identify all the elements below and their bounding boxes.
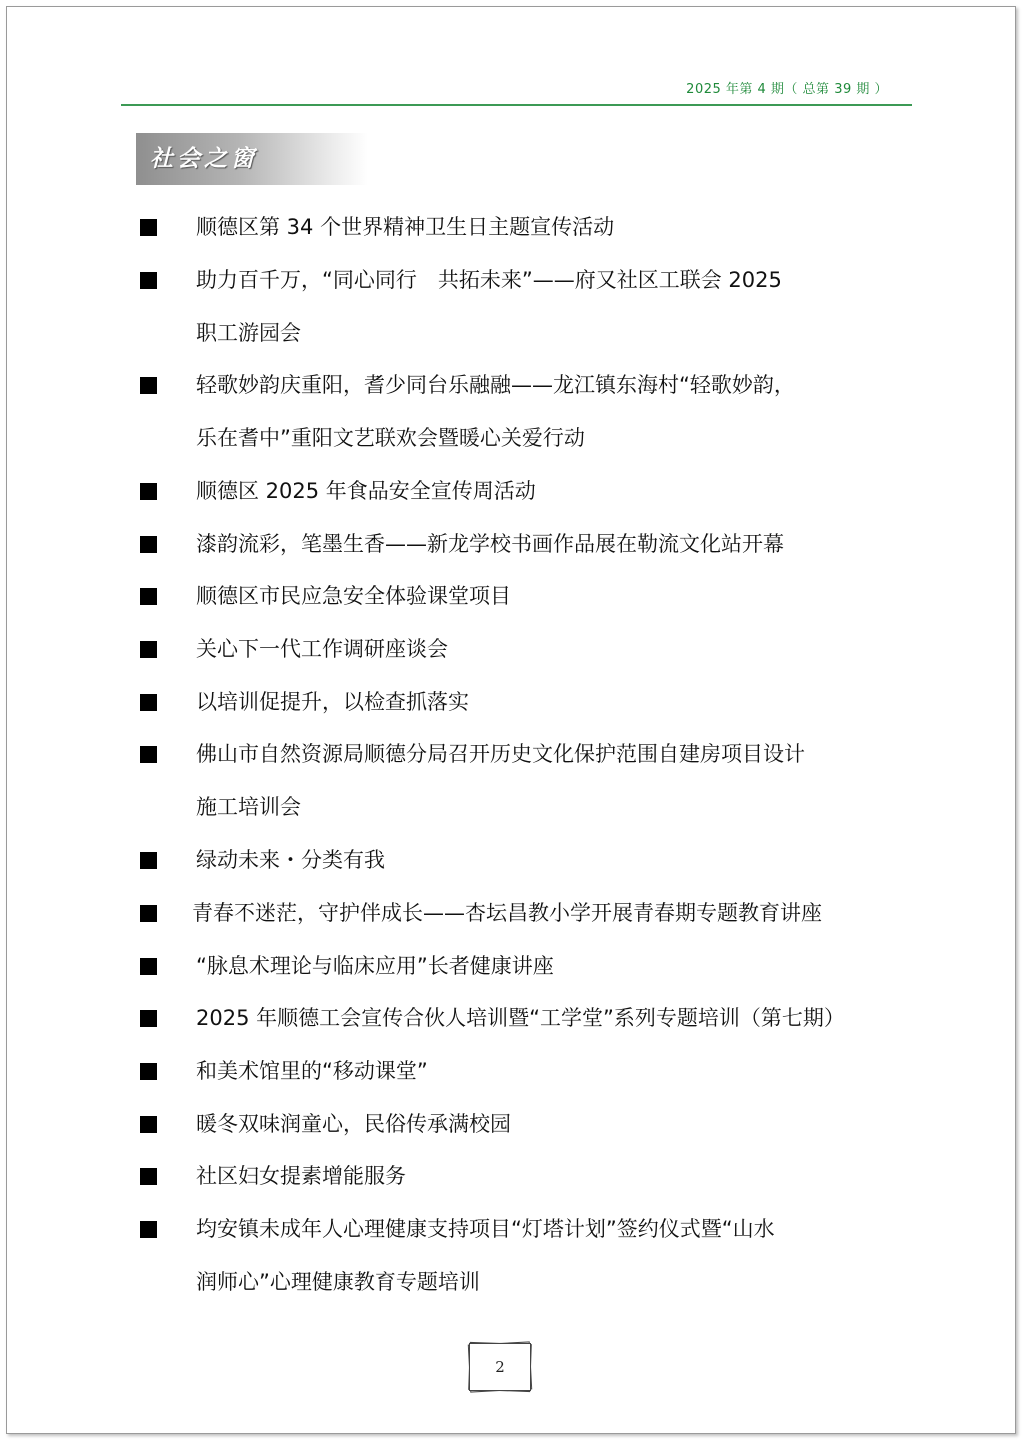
page-number-box — [469, 1343, 533, 1393]
toc-entry-text: 均安镇未成年人心理健康支持项目“灯塔计划”签约仪式暨“山水 润师心”心理健康教育专题培训 — [196, 1217, 775, 1294]
section-banner — [136, 133, 368, 185]
toc-entry-text: 顺德区 2025 年食品安全宣传周活动 — [196, 479, 536, 503]
bullet-square-icon — [140, 694, 157, 711]
section-title: 社会之窗 — [150, 146, 258, 172]
toc-entry-text: 和美术馆里的“移动课堂” — [196, 1059, 428, 1083]
bullet-square-icon — [140, 219, 157, 236]
bullet-square-icon — [140, 1063, 157, 1080]
issue-info: 2025 年第 4 期（ 总第 39 期 ） — [686, 82, 888, 97]
bullet-square-icon — [140, 746, 157, 763]
toc-entry-text: 绿动未来・分类有我 — [196, 848, 385, 872]
bullet-square-icon — [140, 483, 157, 500]
bullet-square-icon — [140, 588, 157, 605]
toc-entry-text: 顺德区第 34 个世界精神卫生日主题宣传活动 — [196, 215, 615, 239]
toc-entry-text: 助力百千万，“同心同行 共拓未来”——府又社区工联会 2025 职工游园会 — [196, 268, 782, 345]
bullet-square-icon — [140, 1010, 157, 1027]
bullet-square-icon — [140, 272, 157, 289]
bullet-square-icon — [140, 641, 157, 658]
header-rule — [121, 104, 912, 106]
toc-entry-text: 以培训促提升，以检查抓落实 — [196, 690, 469, 714]
toc-entry-text: 社区妇女提素增能服务 — [196, 1164, 406, 1188]
page-number: 2 — [495, 1358, 505, 1376]
toc-entry-text: 暖冬双味润童心，民俗传承满校园 — [196, 1112, 511, 1136]
bullet-square-icon — [140, 852, 157, 869]
toc-entry-text: 漆韵流彩，笔墨生香——新龙学校书画作品展在勒流文化站开幕 — [196, 532, 784, 556]
bullet-square-icon — [140, 905, 157, 922]
toc-entry-text: 顺德区市民应急安全体验课堂项目 — [196, 584, 511, 608]
bullet-square-icon — [140, 1221, 157, 1238]
bullet-square-icon — [140, 958, 157, 975]
toc-entry-text: 青春不迷茫，守护伴成长——杏坛昌教小学开展青春期专题教育讲座 — [192, 901, 822, 925]
bullet-square-icon — [140, 377, 157, 394]
toc-entry-text: 关心下一代工作调研座谈会 — [196, 637, 448, 661]
toc-entry-text: 佛山市自然资源局顺德分局召开历史文化保护范围自建房项目设计 施工培训会 — [196, 742, 805, 819]
bullet-square-icon — [140, 1116, 157, 1133]
toc-entry-text: 2025 年顺德工会宣传合伙人培训暨“工学堂”系列专题培训（第七期） — [196, 1006, 845, 1030]
bullet-square-icon — [140, 536, 157, 553]
bullet-square-icon — [140, 1168, 157, 1185]
toc-entry-text: “脉息术理论与临床应用”长者健康讲座 — [196, 954, 554, 978]
toc-entry-text: 轻歌妙韵庆重阳，耆少同台乐融融——龙江镇东海村“轻歌妙韵， 乐在耆中”重阳文艺联欢会暨暖心关爱行动 — [196, 373, 795, 450]
